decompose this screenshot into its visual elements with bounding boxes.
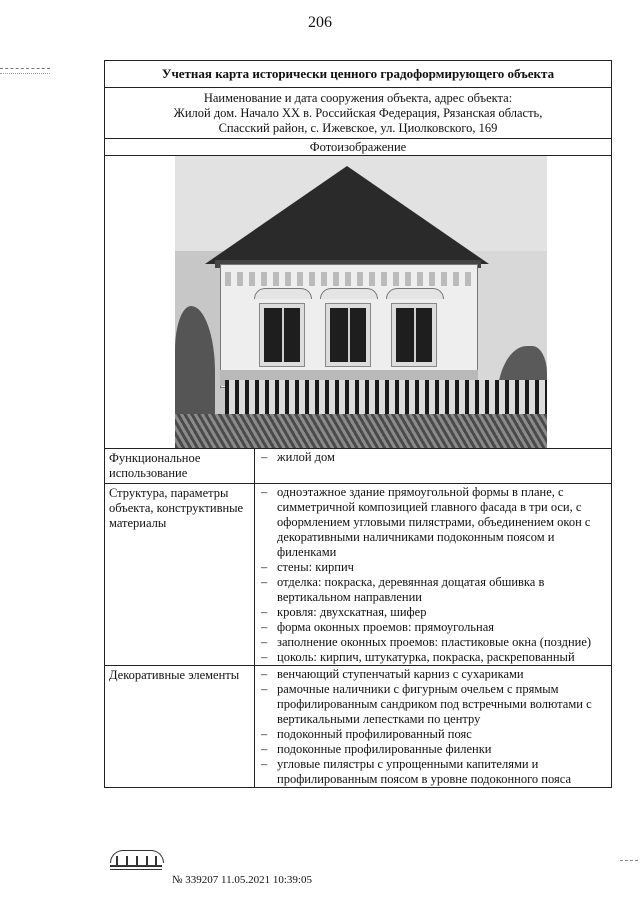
section-function	[105, 449, 611, 484]
dash-icon: –	[261, 757, 268, 771]
list-item: – стены: кирпич	[261, 560, 354, 574]
page-number: 206	[308, 14, 332, 31]
list-item: – заполнение оконных проемов: пластиковые окна (поздние)	[261, 635, 592, 649]
list-item: – цоколь: кирпич, штукатурка, покраска, раскрепованный	[261, 650, 575, 664]
window-pediment	[386, 288, 444, 299]
section-label: Функциональное использование	[105, 449, 255, 483]
list-item: – подоконный профилированный пояс	[261, 727, 472, 741]
list-item: – подоконные профилированные филенки	[261, 742, 492, 756]
section-structure	[105, 484, 611, 666]
section-label: Декоративные элементы	[105, 666, 255, 787]
dash-icon: –	[261, 727, 268, 741]
edge-mark	[620, 860, 638, 862]
section-label: Структура, параметры объекта, конструктивные материалы	[105, 484, 255, 665]
registration-card	[104, 60, 612, 788]
photo-label: Фотоизображение	[105, 139, 611, 156]
dash-icon: –	[261, 682, 268, 696]
grass	[175, 414, 547, 448]
tree-left	[175, 306, 215, 416]
list-item: – форма оконных проемов: прямоугольная	[261, 620, 494, 634]
list-item: – рамочные наличники с фигурным очельем с прямым профилированным сандриком под встречными волютами с вертикальными лепестками по центру	[261, 682, 592, 726]
dash-icon: –	[261, 742, 268, 756]
dash-icon: –	[261, 650, 268, 664]
name-line: Спасский район, с. Ижевское, ул. Циолковского, 169	[218, 121, 498, 135]
list-item: – одноэтажное здание прямоугольной формы в плане, с симметричной композицией главного фасада в три оси, с оформлением угловыми пилястрами, объединением окон с декоративными наличниками подоконным поясом и филенками	[261, 485, 591, 559]
dash-icon: –	[261, 560, 268, 574]
house-photo	[175, 156, 547, 448]
dash-icon: –	[261, 485, 268, 499]
list-item: – кровля: двухскатная, шифер	[261, 605, 427, 619]
list-item: – венчающий ступенчатый карниз с сухариками	[261, 667, 524, 681]
window-center	[326, 304, 370, 366]
section-items	[255, 666, 611, 787]
section-decoration	[105, 666, 611, 787]
window-left	[260, 304, 304, 366]
margin-mark	[0, 68, 50, 74]
roof	[205, 166, 489, 264]
window-pediment	[320, 288, 378, 299]
dash-icon: –	[261, 450, 268, 464]
section-items	[255, 449, 611, 483]
window-right	[392, 304, 436, 366]
window-pediment	[254, 288, 312, 299]
list-item: – угловые пилястры с упрощенными капителями и профилированным поясом в уровне подоконного пояса	[261, 757, 571, 786]
dash-icon: –	[261, 667, 268, 681]
object-name-block	[105, 88, 611, 139]
frieze	[225, 272, 471, 286]
list-item: – отделка: покраска, деревянная дощатая обшивка в вертикальном направлении	[261, 575, 545, 604]
dash-icon: –	[261, 620, 268, 634]
dash-icon: –	[261, 575, 268, 589]
photo-cell	[105, 156, 611, 449]
name-line: Наименование и дата сооружения объекта, адрес объекта:	[203, 91, 513, 105]
document-number: № 339207 11.05.2021 10:39:05	[172, 874, 312, 886]
registry-stamp-icon	[110, 850, 162, 872]
card-title: Учетная карта исторически ценного градоформирующего объекта	[105, 61, 611, 88]
dash-icon: –	[261, 605, 268, 619]
dash-icon: –	[261, 635, 268, 649]
list-item: – жилой дом	[261, 450, 335, 464]
name-line: Жилой дом. Начало XX в. Российская Федерация, Рязанская область,	[173, 106, 543, 120]
section-items	[255, 484, 611, 665]
